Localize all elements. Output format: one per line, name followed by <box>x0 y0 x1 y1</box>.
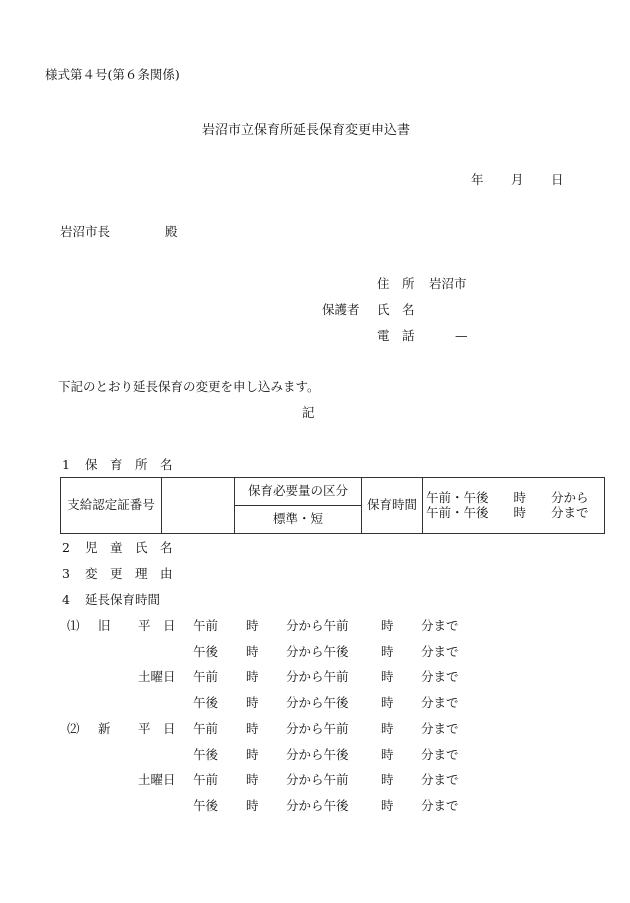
time-row-hour-2: 時 <box>381 618 394 633</box>
old-saturday-label: 土曜日 <box>138 669 176 684</box>
time-row-from: 分から午前 <box>286 618 349 633</box>
time-row-from: 分から午後 <box>286 644 349 659</box>
time-row-to: 分まで <box>421 644 459 659</box>
time-row-hour-2: 時 <box>381 644 394 659</box>
time-row: 午後 <box>193 798 219 813</box>
time-row-from: 分から午後 <box>286 695 349 710</box>
date-day: 日 <box>551 172 564 187</box>
section-1-number: 1 <box>62 457 70 472</box>
section-4-label: 延長保育時間 <box>85 592 161 607</box>
time-row-hour: 時 <box>246 772 259 787</box>
time-row-from: 分から午前 <box>286 721 349 736</box>
time-row-hour: 時 <box>246 721 259 736</box>
date-year: 年 <box>471 172 484 187</box>
section-2-number: 2 <box>62 540 70 555</box>
document-title: 岩沼市立保育所延長保育変更申込書 <box>202 123 411 138</box>
time-row-to: 分まで <box>421 695 459 710</box>
time-row-from: 分から午前 <box>286 772 349 787</box>
time-row-to: 分まで <box>421 669 459 684</box>
time-row-from: 分から午後 <box>286 747 349 762</box>
section-3-label: 変 更 理 由 <box>85 566 173 581</box>
time-row-hour: 時 <box>246 798 259 813</box>
phone-label: 電 話 <box>377 328 415 343</box>
new-saturday-label: 土曜日 <box>138 772 176 787</box>
category-value[interactable]: 標準・短 <box>235 506 362 534</box>
time-row: 午後 <box>193 695 219 710</box>
cert-number-field[interactable] <box>162 478 235 534</box>
time-row-from: 分から午後 <box>286 798 349 813</box>
time-row-to: 分まで <box>421 721 459 736</box>
new-weekday-label: 平 日 <box>138 721 176 736</box>
form-number: 様式第４号(第６条関係) <box>45 67 180 82</box>
hours-label: 保育時間 <box>362 478 423 534</box>
ki-heading: 記 <box>302 405 315 420</box>
category-label: 保育必要量の区分 <box>235 478 362 506</box>
time-row: 午前 <box>193 721 219 736</box>
time-row-hour: 時 <box>246 695 259 710</box>
time-row-to: 分まで <box>421 747 459 762</box>
date-month: 月 <box>511 172 524 187</box>
addressee-mayor: 岩沼市長 <box>60 224 111 239</box>
time-row-hour-2: 時 <box>381 695 394 710</box>
time-row-hour: 時 <box>246 669 259 684</box>
time-row-hour-2: 時 <box>381 721 394 736</box>
new-number: ⑵ <box>67 721 80 736</box>
addressee-honorific: 殿 <box>165 224 178 239</box>
section-4-number: 4 <box>62 592 70 607</box>
hours-range-from: 午前・午後 時 分から <box>426 490 589 506</box>
time-row-hour-2: 時 <box>381 772 394 787</box>
old-number: ⑴ <box>67 618 80 633</box>
time-row-hour-2: 時 <box>381 798 394 813</box>
time-row-hour-2: 時 <box>381 747 394 762</box>
time-row-from: 分から午前 <box>286 669 349 684</box>
cert-number-label: 支給認定証番号 <box>61 478 162 534</box>
section-1-label: 保 育 所 名 <box>85 457 173 472</box>
time-row-to: 分まで <box>421 798 459 813</box>
name-label: 氏 名 <box>377 302 415 317</box>
old-label: 旧 <box>98 618 111 633</box>
time-row-hour: 時 <box>246 644 259 659</box>
new-label: 新 <box>98 721 111 736</box>
time-row-to: 分まで <box>421 618 459 633</box>
address-value: 岩沼市 <box>429 276 467 291</box>
time-row-hour: 時 <box>246 747 259 762</box>
time-row: 午後 <box>193 747 219 762</box>
old-weekday-label: 平 日 <box>138 618 176 633</box>
time-row: 午前 <box>193 618 219 633</box>
section-2-label: 児 童 氏 名 <box>85 540 173 555</box>
certificate-table <box>60 477 605 534</box>
time-row: 午前 <box>193 772 219 787</box>
time-row-hour-2: 時 <box>381 669 394 684</box>
intro-text: 下記のとおり延長保育の変更を申し込みます。 <box>58 379 320 394</box>
time-row-to: 分まで <box>421 772 459 787</box>
phone-separator: — <box>455 328 468 343</box>
time-row-hour: 時 <box>246 618 259 633</box>
time-row: 午後 <box>193 644 219 659</box>
hours-range[interactable] <box>423 478 605 534</box>
time-row: 午前 <box>193 669 219 684</box>
hours-range-to: 午前・午後 時 分まで <box>426 504 589 520</box>
guardian-label: 保護者 <box>322 302 360 317</box>
address-label: 住 所 <box>377 276 415 291</box>
section-3-number: 3 <box>62 566 70 581</box>
